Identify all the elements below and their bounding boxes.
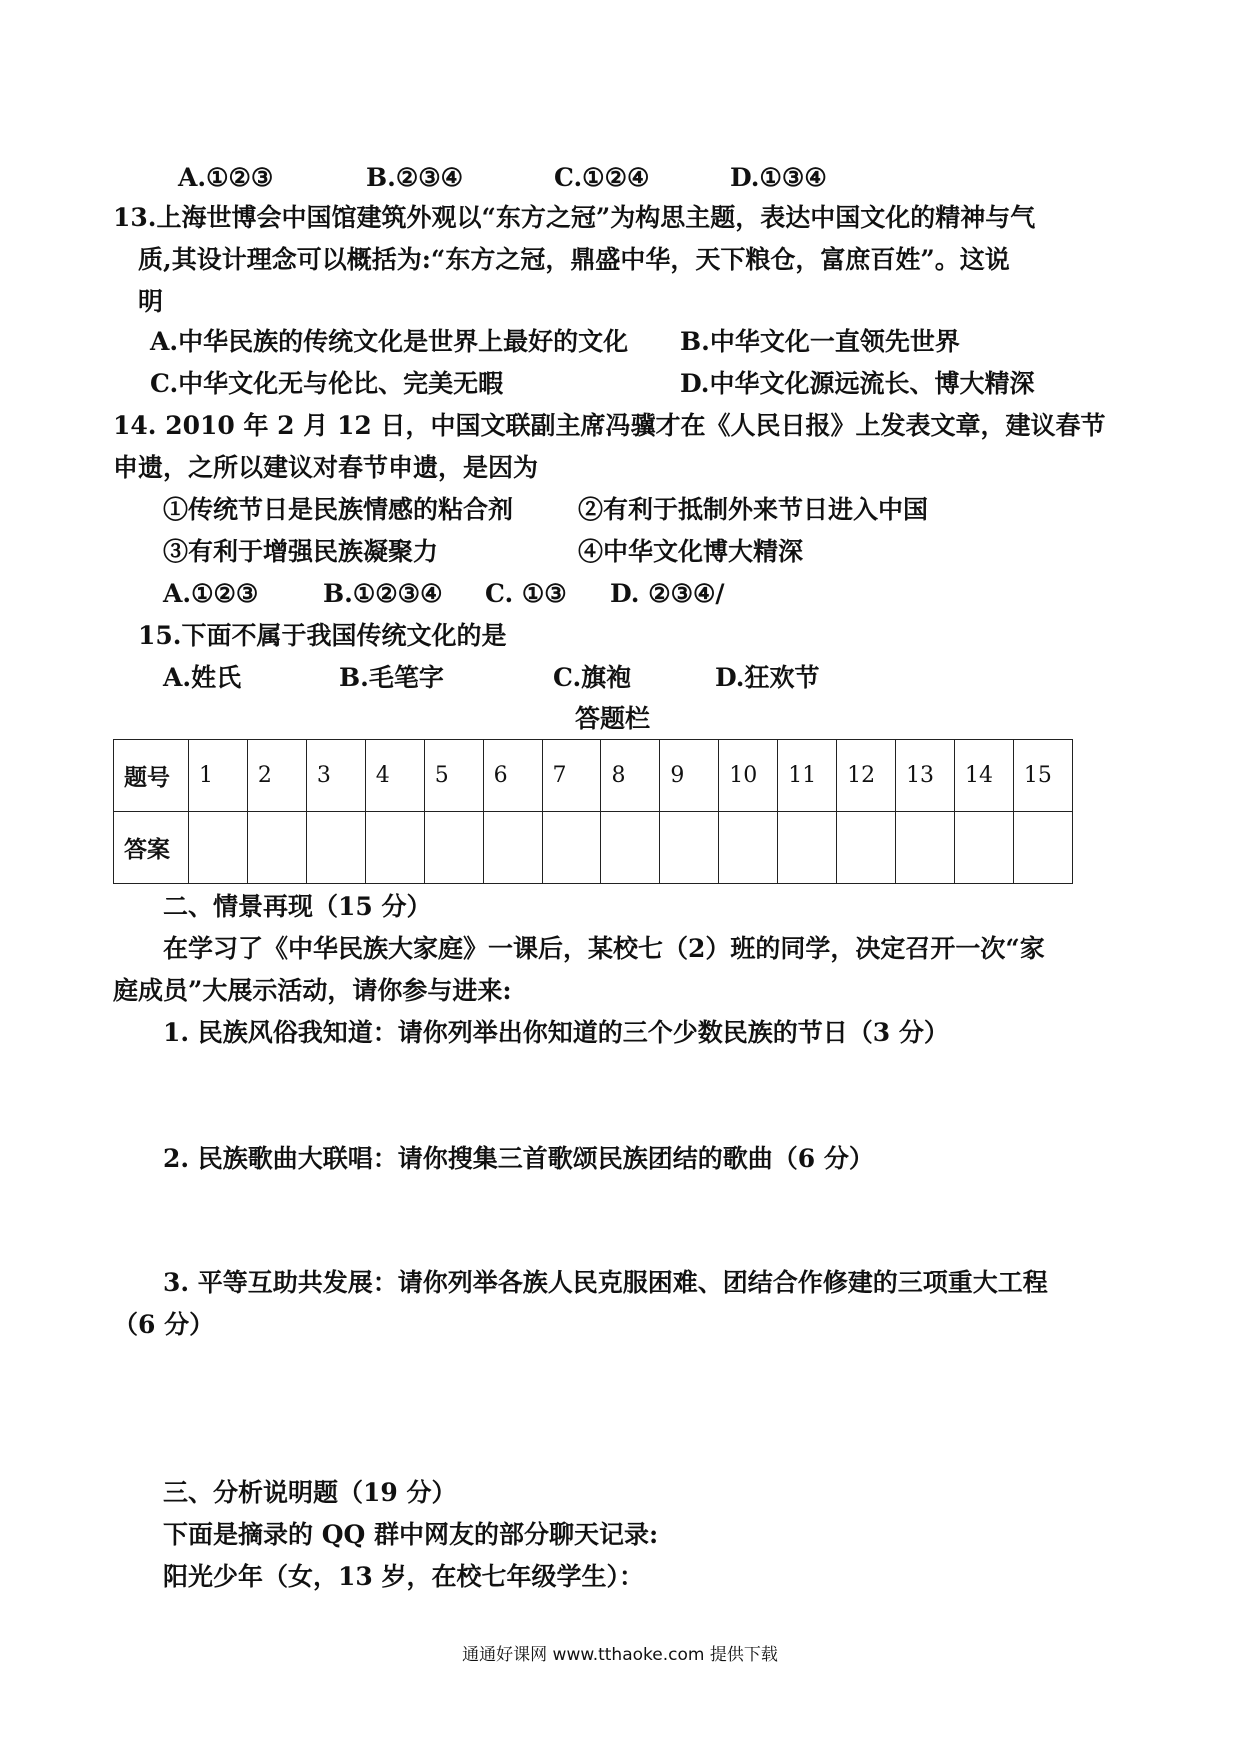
question-number-cell: 14 [954, 740, 1013, 812]
section3-intro: 下面是摘录的 QQ 群中网友的部分聊天记录: [163, 1520, 659, 1549]
q14-item1: ①传统节日是民族情感的粘合剂 [163, 495, 514, 524]
answer-cell[interactable] [719, 812, 778, 884]
table-row-answers [114, 812, 1073, 884]
section2-question3-line1: 3. 平等互助共发展：请你列举各族人民克服困难、团结合作修建的三项重大工程 [163, 1268, 1048, 1297]
answer-table [113, 739, 1073, 884]
question-number-cell: 5 [424, 740, 483, 812]
answer-cell[interactable] [365, 812, 424, 884]
answer-cell[interactable] [542, 812, 601, 884]
q13-line1: 13.上海世博会中国馆建筑外观以“东方之冠”为构思主题，表达中国文化的精神与气 [113, 203, 1036, 232]
answer-cell[interactable] [660, 812, 719, 884]
question-number-cell: 10 [719, 740, 778, 812]
section3-speaker: 阳光少年（女，13 岁，在校七年级学生）： [163, 1562, 644, 1591]
q14-item4: ④中华文化博大精深 [578, 537, 804, 566]
answer-cell[interactable] [601, 812, 660, 884]
answer-cell[interactable] [1013, 812, 1072, 884]
row-label-number: 题号 [114, 740, 189, 812]
question-number-cell: 6 [483, 740, 542, 812]
q15-option-b: B.毛笔字 [339, 663, 444, 692]
question-number-cell: 2 [247, 740, 306, 812]
question-number-cell: 7 [542, 740, 601, 812]
q14-line2: 申遗，之所以建议对春节申遗，是因为 [113, 453, 539, 482]
answer-table-title: 答题栏 [575, 704, 651, 733]
q14-item3: ③有利于增强民族凝聚力 [163, 537, 439, 566]
section2-intro-line1: 在学习了《中华民族大家庭》一课后，某校七（2）班的同学，决定召开一次“家 [163, 934, 1045, 963]
q13-option-c: C.中华文化无与伦比、完美无暇 [150, 369, 504, 398]
question-number-cell: 4 [365, 740, 424, 812]
question-number-cell: 8 [601, 740, 660, 812]
answer-cell[interactable] [189, 812, 248, 884]
q13-option-a: A.中华民族的传统文化是世界上最好的文化 [150, 327, 629, 356]
q15-options [163, 662, 820, 694]
answer-cell[interactable] [247, 812, 306, 884]
q15-option-d: D.狂欢节 [715, 663, 820, 692]
question-number-cell: 11 [778, 740, 837, 812]
question-number-cell: 9 [660, 740, 719, 812]
q15-option-c: C.旗袍 [553, 663, 632, 692]
section2-heading: 二、情景再现（15 分） [163, 892, 432, 921]
question-number-cell: 12 [837, 740, 896, 812]
q12-option-a: A.①②③ [178, 163, 274, 192]
question-number-cell: 13 [896, 740, 955, 812]
q13-line2: 质,其设计理念可以概括为:“东方之冠，鼎盛中华，天下粮仓，富庶百姓”。这说 [138, 245, 1010, 274]
table-row-numbers [114, 740, 1073, 812]
answer-cell[interactable] [954, 812, 1013, 884]
q14-line1: 14. 2010 年 2 月 12 日，中国文联副主席冯骥才在《人民日报》上发表文章，建议春节 [113, 411, 1106, 440]
answer-cell[interactable] [896, 812, 955, 884]
q14-options [163, 578, 725, 610]
q12-option-c: C.①②④ [554, 163, 650, 192]
section2-question3-line2: （6 分） [113, 1310, 215, 1339]
q14-item2: ②有利于抵制外来节日进入中国 [578, 495, 929, 524]
q14-option-a: A.①②③ [163, 579, 259, 608]
q12-option-d: D.①③④ [730, 163, 827, 192]
q13-option-b: B.中华文化一直领先世界 [680, 327, 960, 356]
section2-intro-line2: 庭成员”大展示活动，请你参与进来: [113, 976, 512, 1005]
q13-option-d: D.中华文化源远流长、博大精深 [680, 369, 1035, 398]
q15-option-a: A.姓氏 [163, 663, 242, 692]
q12-option-b: B.②③④ [366, 163, 464, 192]
q14-option-c: C. ①③ [485, 579, 567, 608]
answer-cell[interactable] [306, 812, 365, 884]
question-number-cell: 15 [1013, 740, 1072, 812]
q14-option-b: B.①②③④ [323, 579, 443, 608]
answer-cell[interactable] [424, 812, 483, 884]
section2-question2: 2. 民族歌曲大联唱：请你搜集三首歌颂民族团结的歌曲（6 分） [163, 1144, 874, 1173]
row-label-answer: 答案 [114, 812, 189, 884]
answer-cell[interactable] [483, 812, 542, 884]
page-footer: 通通好课网 www.tthaoke.com 提供下载 [462, 1645, 778, 1665]
question-number-cell: 3 [306, 740, 365, 812]
q15-question: 15.下面不属于我国传统文化的是 [138, 621, 507, 650]
answer-cell[interactable] [837, 812, 896, 884]
q12-options [178, 162, 827, 194]
section2-question1: 1. 民族风俗我知道：请你列举出你知道的三个少数民族的节日（3 分） [163, 1018, 949, 1047]
section3-heading: 三、分析说明题（19 分） [163, 1478, 457, 1507]
question-number-cell: 1 [189, 740, 248, 812]
q13-line3: 明 [138, 287, 164, 316]
answer-cell[interactable] [778, 812, 837, 884]
q14-option-d: D. ②③④/ [610, 579, 725, 608]
